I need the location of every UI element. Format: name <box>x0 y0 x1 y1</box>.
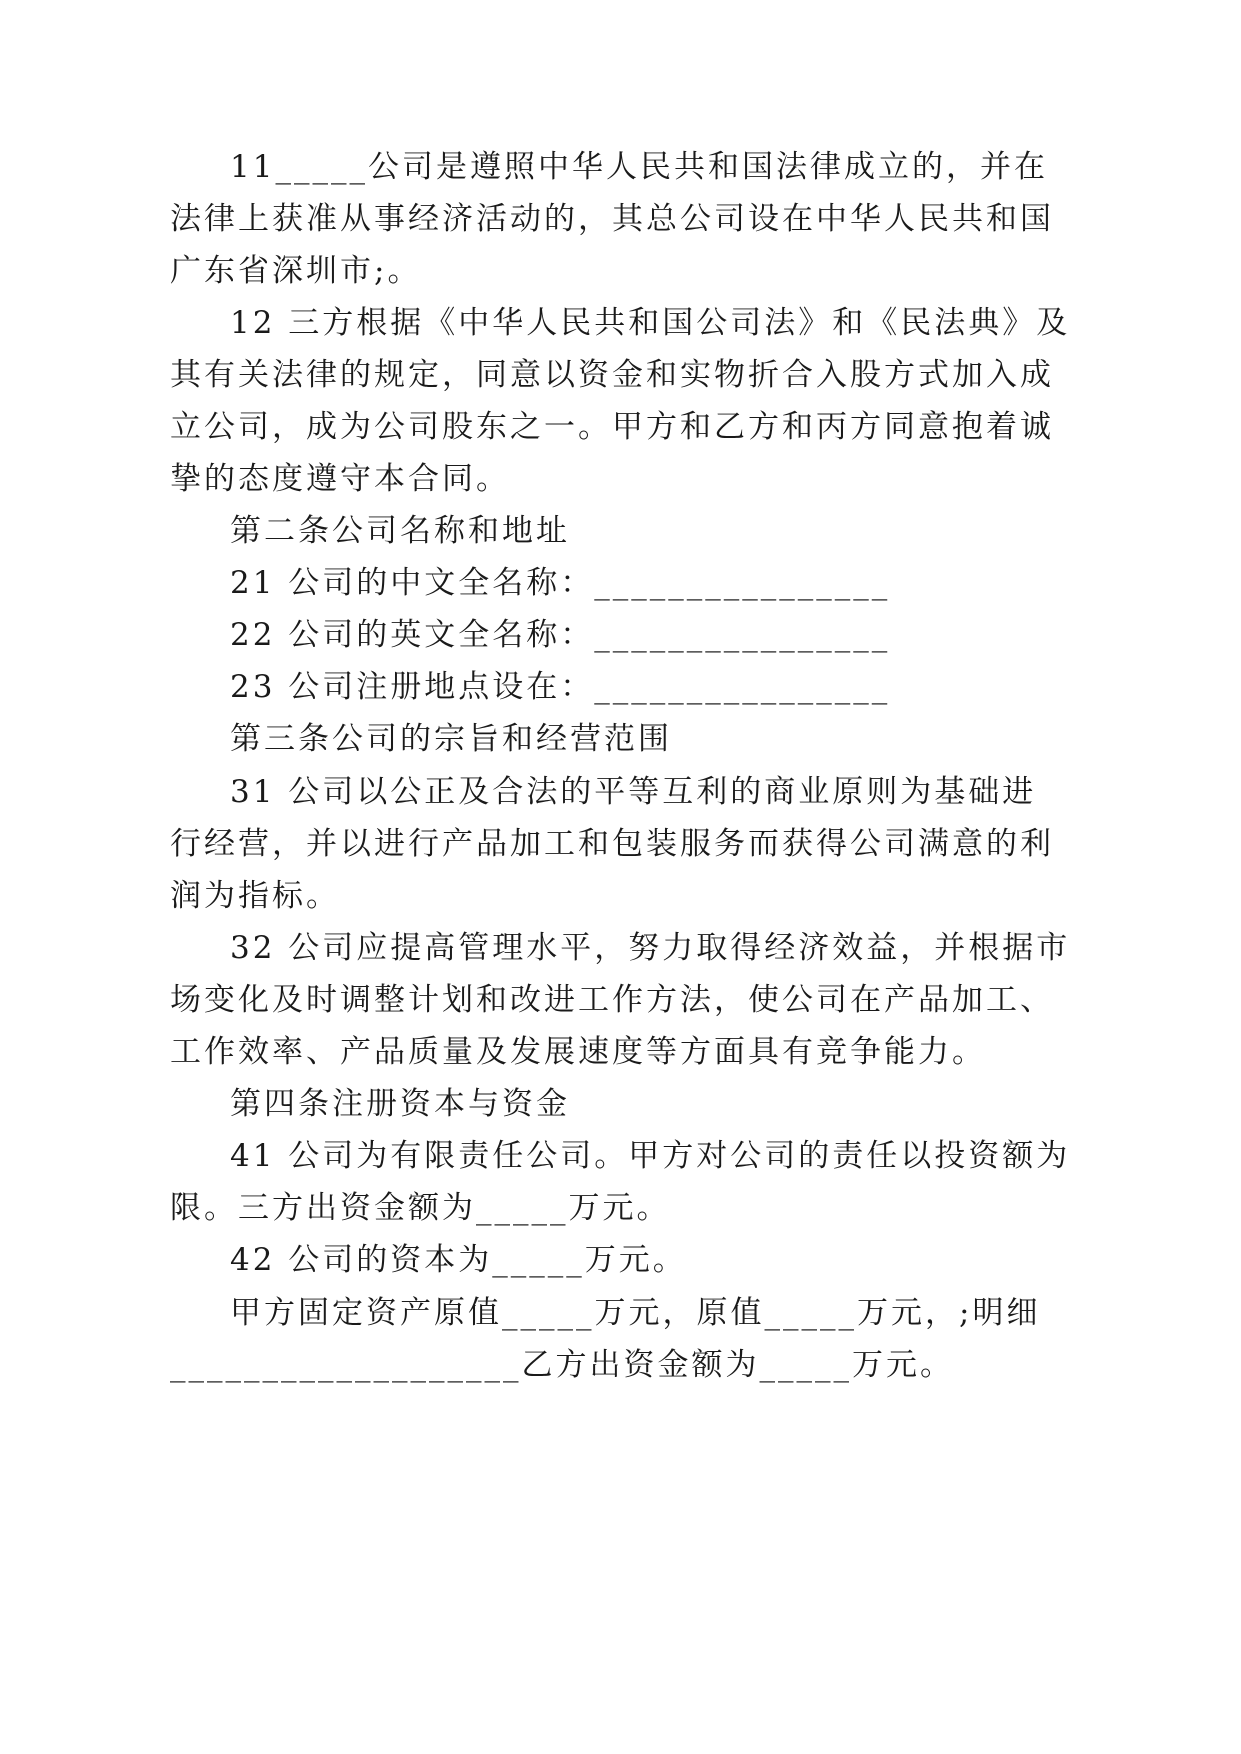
clause-4-2-line-1: 42 公司的资本为_____万元。 <box>230 1242 687 1278</box>
clause-1-1-line-2: 法律上获准从事经济活动的，其总公司设在中华人民共和国 <box>170 201 1054 237</box>
clause-3-2-line-3: 工作效率、产品质量及发展速度等方面具有竞争能力。 <box>170 1034 986 1070</box>
clause-4-1-line-2: 限。三方出资金额为_____万元。 <box>170 1190 671 1226</box>
clause-3-2-line-1: 32 公司应提高管理水平，努力取得经济效益，并根据市 <box>230 930 1071 966</box>
clause-1-1-line-1: 11_____公司是遵照中华人民共和国法律成立的，并在 <box>230 149 1048 185</box>
clause-2-1-line-1: 21 公司的中文全名称：________________ <box>230 565 891 601</box>
clause-4-2-detail-line-2: ___________________乙方出资金额为_____万元。 <box>170 1347 954 1383</box>
clause-4-1-line-1: 41 公司为有限责任公司。甲方对公司的责任以投资额为 <box>230 1138 1071 1174</box>
article-4-title: 第四条注册资本与资金 <box>230 1086 570 1122</box>
clause-4-2-detail-line-1: 甲方固定资产原值_____万元，原值_____万元，;明细 <box>230 1295 1041 1331</box>
article-2-title: 第二条公司名称和地址 <box>230 513 570 549</box>
clause-1-2-line-1: 12 三方根据《中华人民共和国公司法》和《民法典》及 <box>230 305 1071 341</box>
clause-3-1-line-1: 31 公司以公正及合法的平等互利的商业原则为基础进 <box>230 774 1037 810</box>
clause-3-1-line-2: 行经营，并以进行产品加工和包装服务而获得公司满意的利 <box>170 826 1054 862</box>
article-3-title: 第三条公司的宗旨和经营范围 <box>230 721 672 757</box>
clause-2-2-line-1: 22 公司的英文全名称：________________ <box>230 617 891 653</box>
clause-1-1-line-3: 广东省深圳市;。 <box>170 253 422 289</box>
clause-3-1-line-3: 润为指标。 <box>170 878 340 914</box>
clause-1-2-line-4: 挚的态度遵守本合同。 <box>170 461 510 497</box>
clause-3-2-line-2: 场变化及时调整计划和改进工作方法，使公司在产品加工、 <box>170 982 1054 1018</box>
clause-2-3-line-1: 23 公司注册地点设在：________________ <box>230 669 891 705</box>
clause-1-2-line-3: 立公司，成为公司股东之一。甲方和乙方和丙方同意抱着诚 <box>170 409 1054 445</box>
clause-1-2-line-2: 其有关法律的规定，同意以资金和实物折合入股方式加入成 <box>170 357 1054 393</box>
